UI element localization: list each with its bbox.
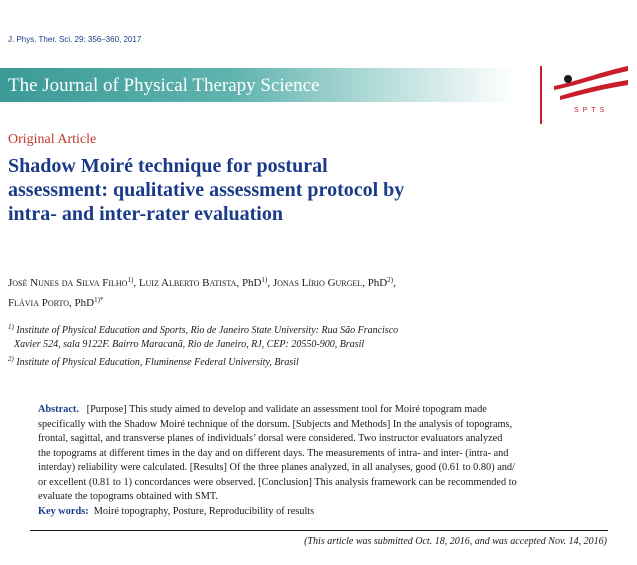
author-degree: , PhD [69, 297, 95, 309]
author-name: Luiz Alberto Batista [138, 277, 237, 289]
author-name: Flávia Porto [8, 297, 70, 309]
authors-row: José Nunes da Silva Filho$^{1)}$, Luiz Alberto Batista, PhD$^{1)}$, Jonas Lírio Gurgel, PhD$^{2)}$, [8, 276, 396, 289]
abstract-line: interday) reliability were calculated. [Results] Of the three planes analyzed, in all analyses, good (0.61 to 0.80) and/ [38, 462, 515, 473]
title-line: intra- and inter-rater evaluation [8, 203, 283, 225]
affiliation-text: Xavier 524, sala 9122F. Bairro Maracanã, Rio de Janeiro, RJ, CEP: 20550-900, Brasil [14, 339, 365, 350]
authors-row [8, 292, 568, 312]
abstract-text [38, 403, 604, 519]
author-sup: 1) [127, 276, 134, 284]
affiliations [8, 320, 608, 370]
authors [8, 272, 568, 312]
abstract-label: Abstract. [38, 404, 79, 415]
title-line: assessment: qualitative assessment protocol by [8, 179, 405, 201]
affiliation-sup: 1) [8, 323, 14, 331]
keywords-label: Key words: [38, 505, 89, 517]
abstract-line: specifically with the Shadow Moiré technique of the dorsum. [Subjects and Methods] In the analysis of topograms, [38, 418, 513, 430]
author-name: José Nunes da Silva Filho [8, 277, 128, 289]
abstract-line: or excellent (0.81 to 1) concordances were observed. [Conclusion] This analysis framework can be recommended to [38, 476, 517, 488]
affiliation-line [8, 352, 608, 370]
title-line: Shadow Moiré technique for postural [8, 155, 328, 177]
citation: J. Phys. Ther. Sci. 29: 356–360, 2017 [8, 35, 142, 44]
submission-note: (This article was submitted Oct. 18, 2016, and was accepted Nov. 14, 2016) [304, 536, 607, 547]
paper-title [8, 154, 528, 226]
affiliation-line [8, 320, 608, 338]
abstract-line: evaluate the topograms obtained with SMT. [38, 491, 218, 502]
author-degree: , PhD [236, 277, 262, 289]
article-type: Original Article [8, 132, 97, 147]
affiliation-line [8, 338, 608, 352]
author-sup: 1)* [94, 296, 104, 304]
affiliation-text: Institute of Physical Education, Fluminense Federal University, Brasil [16, 357, 299, 368]
author-sup: 1) [261, 276, 268, 284]
keywords-text: Moiré topography, Posture, Reproducibility of results [93, 505, 315, 517]
author-sup: 2) [387, 276, 394, 284]
keywords-line [38, 505, 604, 520]
journal-banner [0, 68, 515, 102]
abstract-line: frontal, sagittal, and transverse planes of individuals’ dorsal were considered. Two instructor evaluators analyzed [38, 433, 503, 444]
affiliation-text: Institute of Physical Education and Sports, Rio de Janeiro State University: Rua São Francisco [16, 325, 399, 336]
abstract-box [30, 399, 608, 531]
abstract-line-text: [Purpose] This study aimed to develop and validate an assessment tool for Moiré topogram made [86, 404, 487, 415]
author-name: Jonas Lírio Gurgel [272, 277, 363, 289]
logo-divider [540, 66, 542, 124]
author-degree: , PhD [362, 277, 388, 289]
logo-text: SPTS [574, 107, 609, 114]
abstract-line [38, 403, 604, 418]
journal-title: The Journal of Physical Therapy Science [8, 75, 320, 96]
affiliation-sup: 2) [8, 355, 14, 363]
abstract-line: the topograms at different times in the day and on different days. The measurements of intra- and inter- (intra- and [38, 447, 509, 459]
